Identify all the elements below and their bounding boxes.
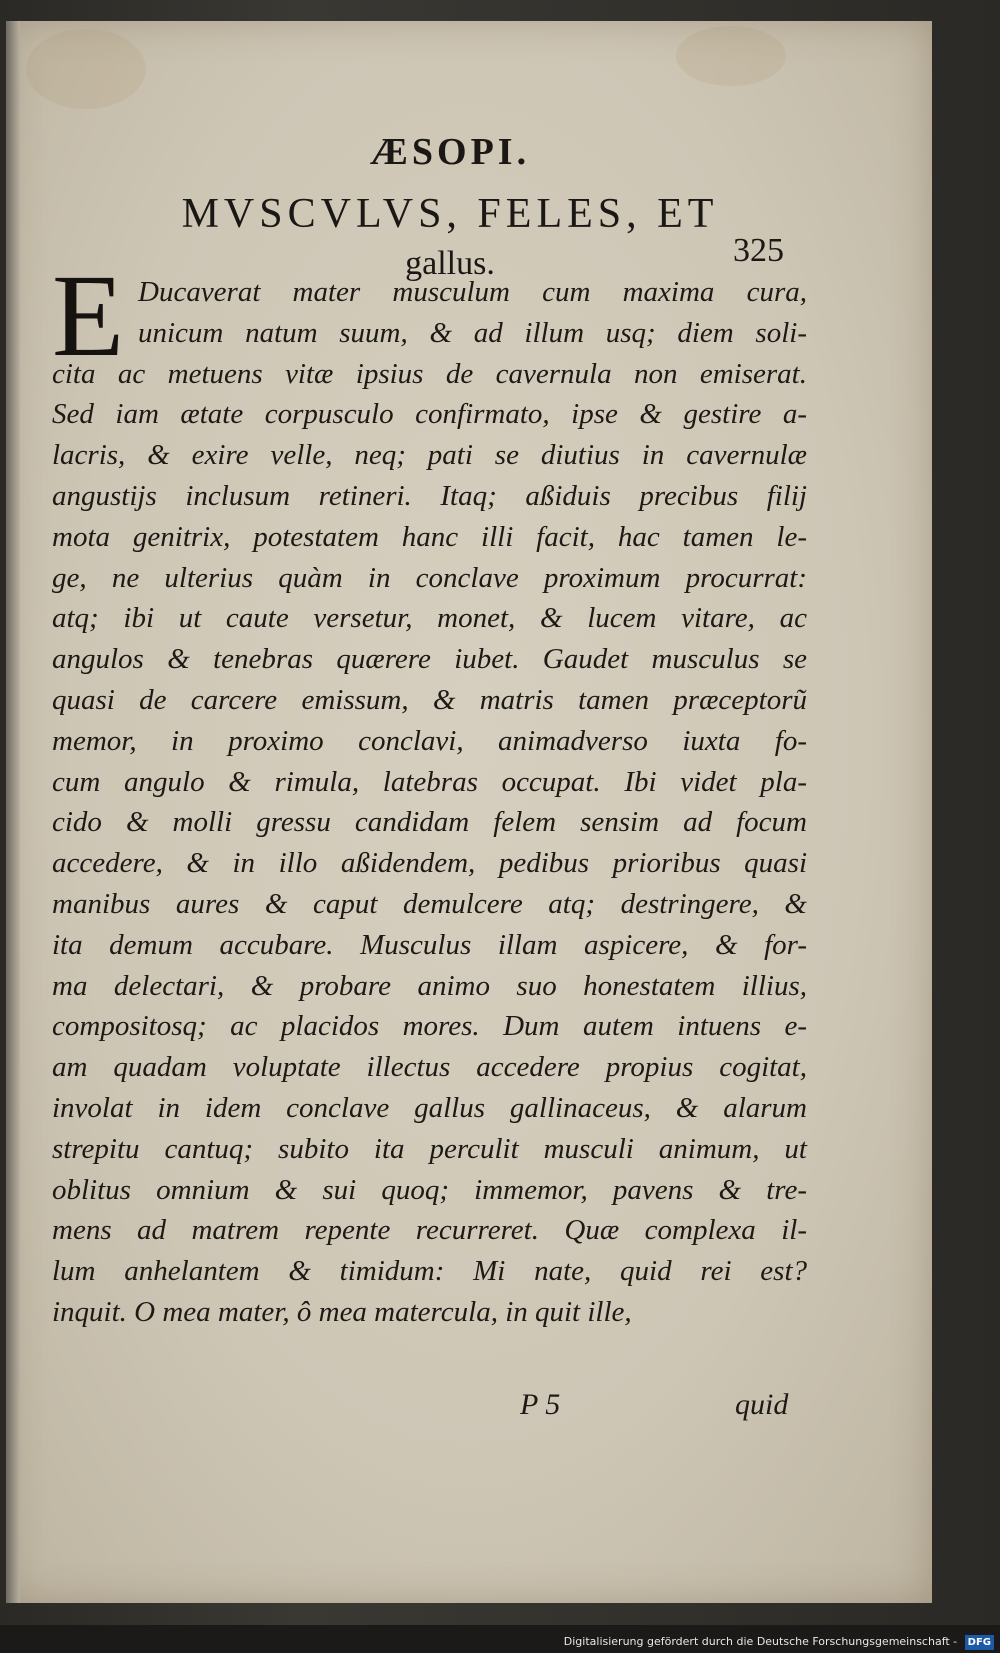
text-line: inquit. O mea mater, ô mea matercula, in quit ille, xyxy=(52,1295,632,1328)
text-line: accedere, & in illo aßidendem, pedibus prioribus quasi xyxy=(52,847,807,880)
text-line: cido & molli gressu candidam felem sensim ad focum xyxy=(52,806,807,839)
text-line: am quadam voluptate illectus accedere propius cogitat, xyxy=(52,1051,807,1084)
text-line: compositosq; ac placidos mores. Dum autem intuens e- xyxy=(52,1010,807,1043)
text-line: manibus aures & caput demulcere atq; destringere, & xyxy=(52,887,807,920)
fable-title: MVSCVLVS, FELES, ET xyxy=(181,191,719,237)
catchword: quid xyxy=(735,1388,789,1421)
text-line: oblitus omnium & sui quoq; immemor, pavens & tre- xyxy=(52,1173,807,1206)
digitization-credit-text: Digitalisierung gefördert durch die Deutsche Forschungsgemeinschaft - xyxy=(563,1635,958,1648)
text-line: ma delectari, & probare animo suo honestatem illius, xyxy=(52,969,807,1002)
digitization-credit xyxy=(0,1630,994,1653)
text-line: lacris, & exire velle, neq; pati se diutius in cavernulæ xyxy=(52,439,807,472)
page-header xyxy=(130,130,770,286)
signature-mark: P 5 xyxy=(520,1388,561,1421)
text-line: Ducaverat mater musculum cum maxima cura, xyxy=(138,276,807,308)
text-line: atq; ibi ut caute versetur, monet, & lucem vitare, ac xyxy=(52,602,807,635)
text-line: mens ad matrem repente recurreret. Quæ complexa il- xyxy=(52,1214,807,1247)
fable-title-continued: gallus. xyxy=(405,245,495,282)
text-line: cum angulo & rimula, latebras occupat. Ibi videt pla- xyxy=(52,765,807,798)
text-line: ita demum accubare. Musculus illam aspicere, & for- xyxy=(52,928,807,961)
text-line: strepitu cantuq; subito ita perculit musculi animum, ut xyxy=(52,1132,807,1165)
fable-text xyxy=(52,272,807,1333)
text-line: memor, in proximo conclavi, animadverso iuxta fo- xyxy=(52,724,807,757)
text-line: angulos & tenebras quærere iubet. Gaudet musculus se xyxy=(52,643,807,676)
text-line: mota genitrix, potestatem hanc illi facit, hac tamen le- xyxy=(52,520,807,553)
page-number: 325 xyxy=(733,232,784,269)
page-spine-shadow xyxy=(6,21,20,1603)
text-line: quasi de carcere emissum, & matris tamen præceptorũ xyxy=(52,683,807,716)
text-line: involat in idem conclave gallus gallinaceus, & alarum xyxy=(52,1091,807,1124)
text-line: unicum natum suum, & ad illum usq; diem soli- xyxy=(138,316,807,349)
text-line: Sed iam ætate corpusculo confirmato, ipse & gestire a- xyxy=(52,398,807,431)
paper-stain xyxy=(676,26,786,86)
decorated-initial: E xyxy=(52,250,125,381)
text-line: lum anhelantem & timidum: Mi nate, quid rei est? xyxy=(52,1255,807,1288)
text-line: ge, ne ulterius quàm in conclave proximum procurrat: xyxy=(52,561,807,594)
running-head: ÆSOPI. xyxy=(369,131,531,173)
text-line: angustijs inclusum retineri. Itaq; aßiduis precibus filij xyxy=(52,479,807,512)
text-line: cita ac metuens vitæ ipsius de cavernula non emiserat. xyxy=(52,357,807,390)
paper-stain xyxy=(26,29,146,109)
dfg-logo: DFG xyxy=(965,1635,994,1650)
